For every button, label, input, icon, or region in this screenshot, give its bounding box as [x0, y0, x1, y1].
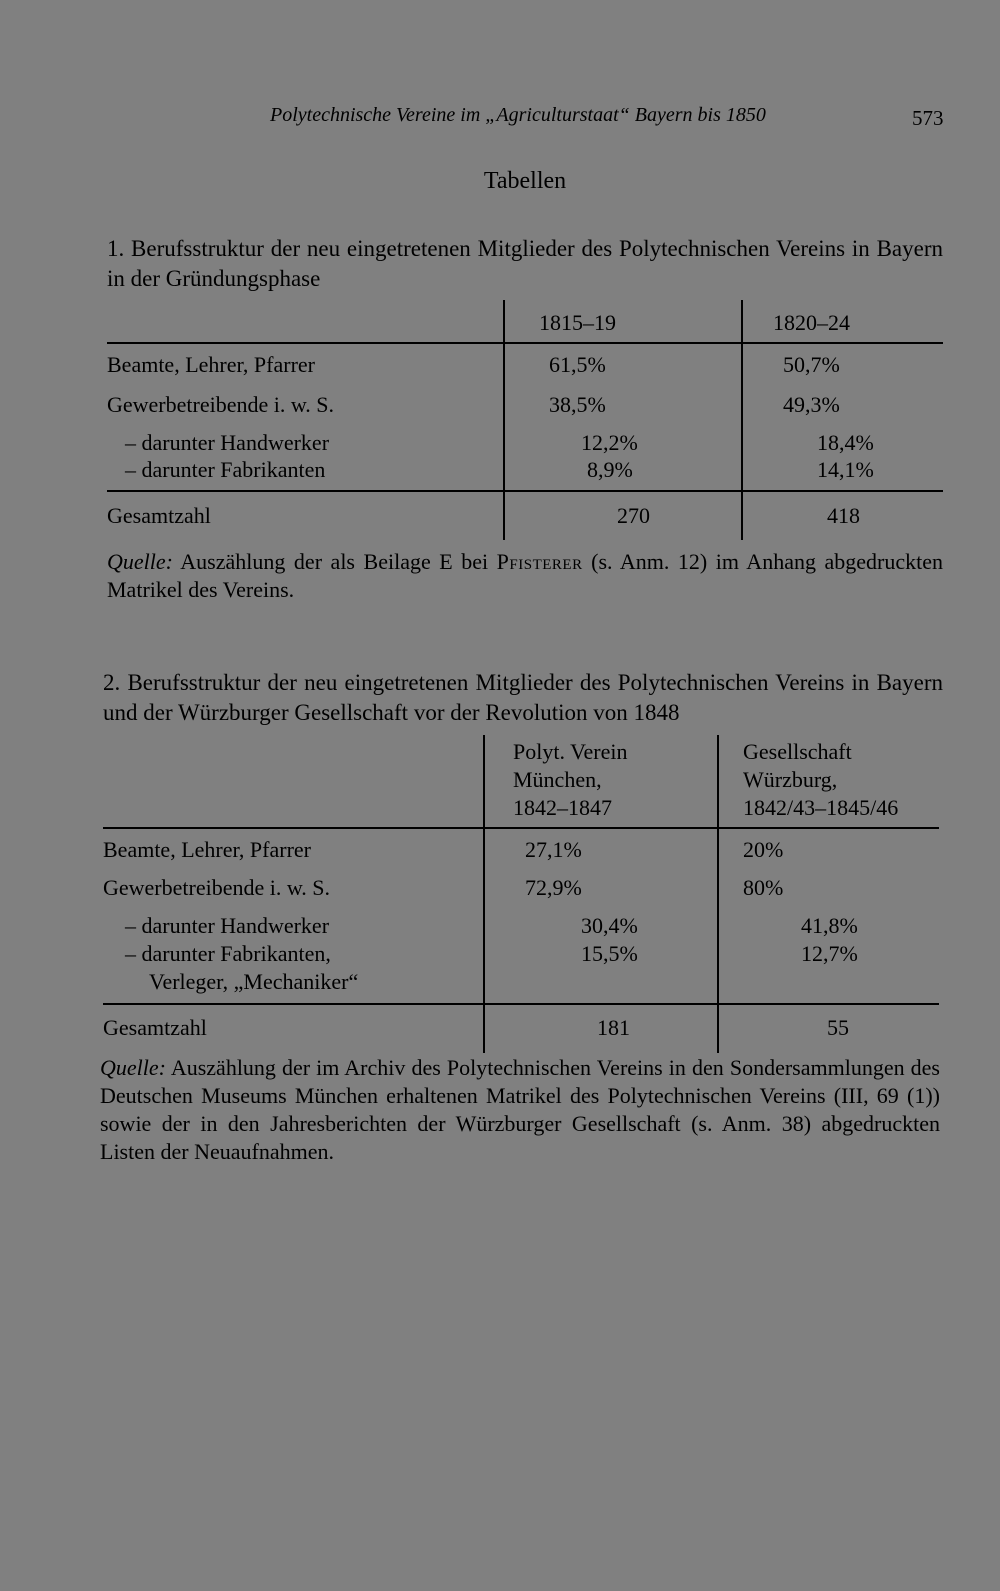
table1-header-col1: 1815–19 — [539, 310, 616, 335]
table1-cell: 270 — [617, 503, 650, 528]
table2-cell: 15,5% — [581, 941, 638, 966]
table2-row-label: – darunter Fabrikanten, — [125, 941, 331, 966]
table1-row-label: – darunter Fabrikanten — [125, 457, 326, 482]
table2-row-label: Gesamtzahl — [103, 1015, 207, 1040]
table1-header-col2: 1820–24 — [773, 310, 850, 335]
table2-total-rule — [103, 1003, 939, 1005]
table2-cell: 12,7% — [801, 941, 858, 966]
table2-col-divider-1 — [483, 735, 485, 1053]
table1-cell: 418 — [827, 503, 860, 528]
table2-header-col1-line3: 1842–1847 — [513, 795, 612, 820]
table1-row-label: Gesamtzahl — [107, 503, 211, 528]
running-title: Polytechnische Vereine im „Agriculturstaat“ Bayern bis 1850 — [270, 104, 766, 126]
table2-header-col1-line2: München, — [513, 767, 602, 792]
table2-header-col2-line1: Gesellschaft — [743, 739, 852, 764]
table1-cell: 18,4% — [817, 430, 874, 455]
table1-caption: 1. Berufsstruktur der neu eingetretenen Mitglieder des Polytechnischen Vereins in Bayern in der Gründungsphase — [107, 236, 943, 291]
table2-cell: 41,8% — [801, 913, 858, 938]
table1-total-rule — [107, 490, 943, 492]
table1-row-label: – darunter Handwerker — [125, 430, 330, 455]
table1-header-rule — [107, 342, 943, 344]
table1-col-divider-2 — [741, 300, 743, 540]
table1-row-label: Beamte, Lehrer, Pfarrer — [107, 352, 316, 377]
page-number: 573 — [912, 106, 944, 130]
table1-cell: 8,9% — [587, 457, 633, 482]
table2-row-label: Gewerbetreibende i. w. S. — [103, 875, 331, 900]
source-text: Auszählung der als Beilage E bei — [180, 549, 489, 574]
table1-row-label: Gewerbetreibende i. w. S. — [107, 392, 335, 417]
source-text: Auszählung der im Archiv des Polytechnischen Vereins in den Sondersammlungen des Deutschen Museums München erhaltenen Matrikel des Polytechnischen Vereins (III, 69 (1)) sowie der in den Jahresberichten der Würzburger Gesellschaft (s. Anm. 38) abgedruckten Listen der Neuaufnahmen. — [100, 1055, 940, 1164]
table1-cell: 50,7% — [783, 352, 840, 377]
table1-col-divider-1 — [503, 300, 505, 540]
running-header — [270, 104, 950, 130]
table1-source — [107, 548, 943, 604]
table2-row-label: Beamte, Lehrer, Pfarrer — [103, 837, 312, 862]
table2-source — [100, 1054, 940, 1166]
table1-cell: 49,3% — [783, 392, 840, 417]
table1-cell: 14,1% — [817, 457, 874, 482]
source-text: (s. Anm. 12) im Anhang abgedruckten Matrikel des Vereins. — [107, 549, 943, 602]
source-label: Quelle: — [100, 1055, 166, 1080]
table2-cell: 80% — [743, 875, 784, 900]
table2-cell: 27,1% — [525, 837, 582, 862]
source-author: Pfisterer — [496, 549, 583, 574]
table1 — [107, 300, 943, 540]
table1-cell: 61,5% — [549, 352, 606, 377]
table2-cell: 181 — [597, 1015, 630, 1040]
table2-cell: 55 — [827, 1015, 849, 1040]
table2-cell: 30,4% — [581, 913, 638, 938]
table2-col-divider-2 — [717, 735, 719, 1053]
table2-header-col2-line3: 1842/43–1845/46 — [743, 795, 899, 820]
table1-cell: 12,2% — [581, 430, 638, 455]
table2-row-label-continued: Verleger, „Mechaniker“ — [149, 969, 359, 994]
source-label: Quelle: — [107, 549, 173, 574]
table1-cell: 38,5% — [549, 392, 606, 417]
table2-header-col2-line2: Würzburg, — [743, 767, 838, 792]
table2-caption: 2. Berufsstruktur der neu eingetretenen Mitglieder des Polytechnischen Vereins in Bayern und der Würzburger Gesellschaft vor der Revolution von 1848 — [103, 670, 943, 725]
table2-cell: 20% — [743, 837, 784, 862]
table2-row-label: – darunter Handwerker — [125, 913, 330, 938]
table2 — [103, 735, 939, 1053]
table2-header-col1-line1: Polyt. Verein — [513, 739, 628, 764]
table2-header-rule — [103, 827, 939, 829]
table2-cell: 72,9% — [525, 875, 582, 900]
section-title: Tabellen — [483, 168, 567, 194]
